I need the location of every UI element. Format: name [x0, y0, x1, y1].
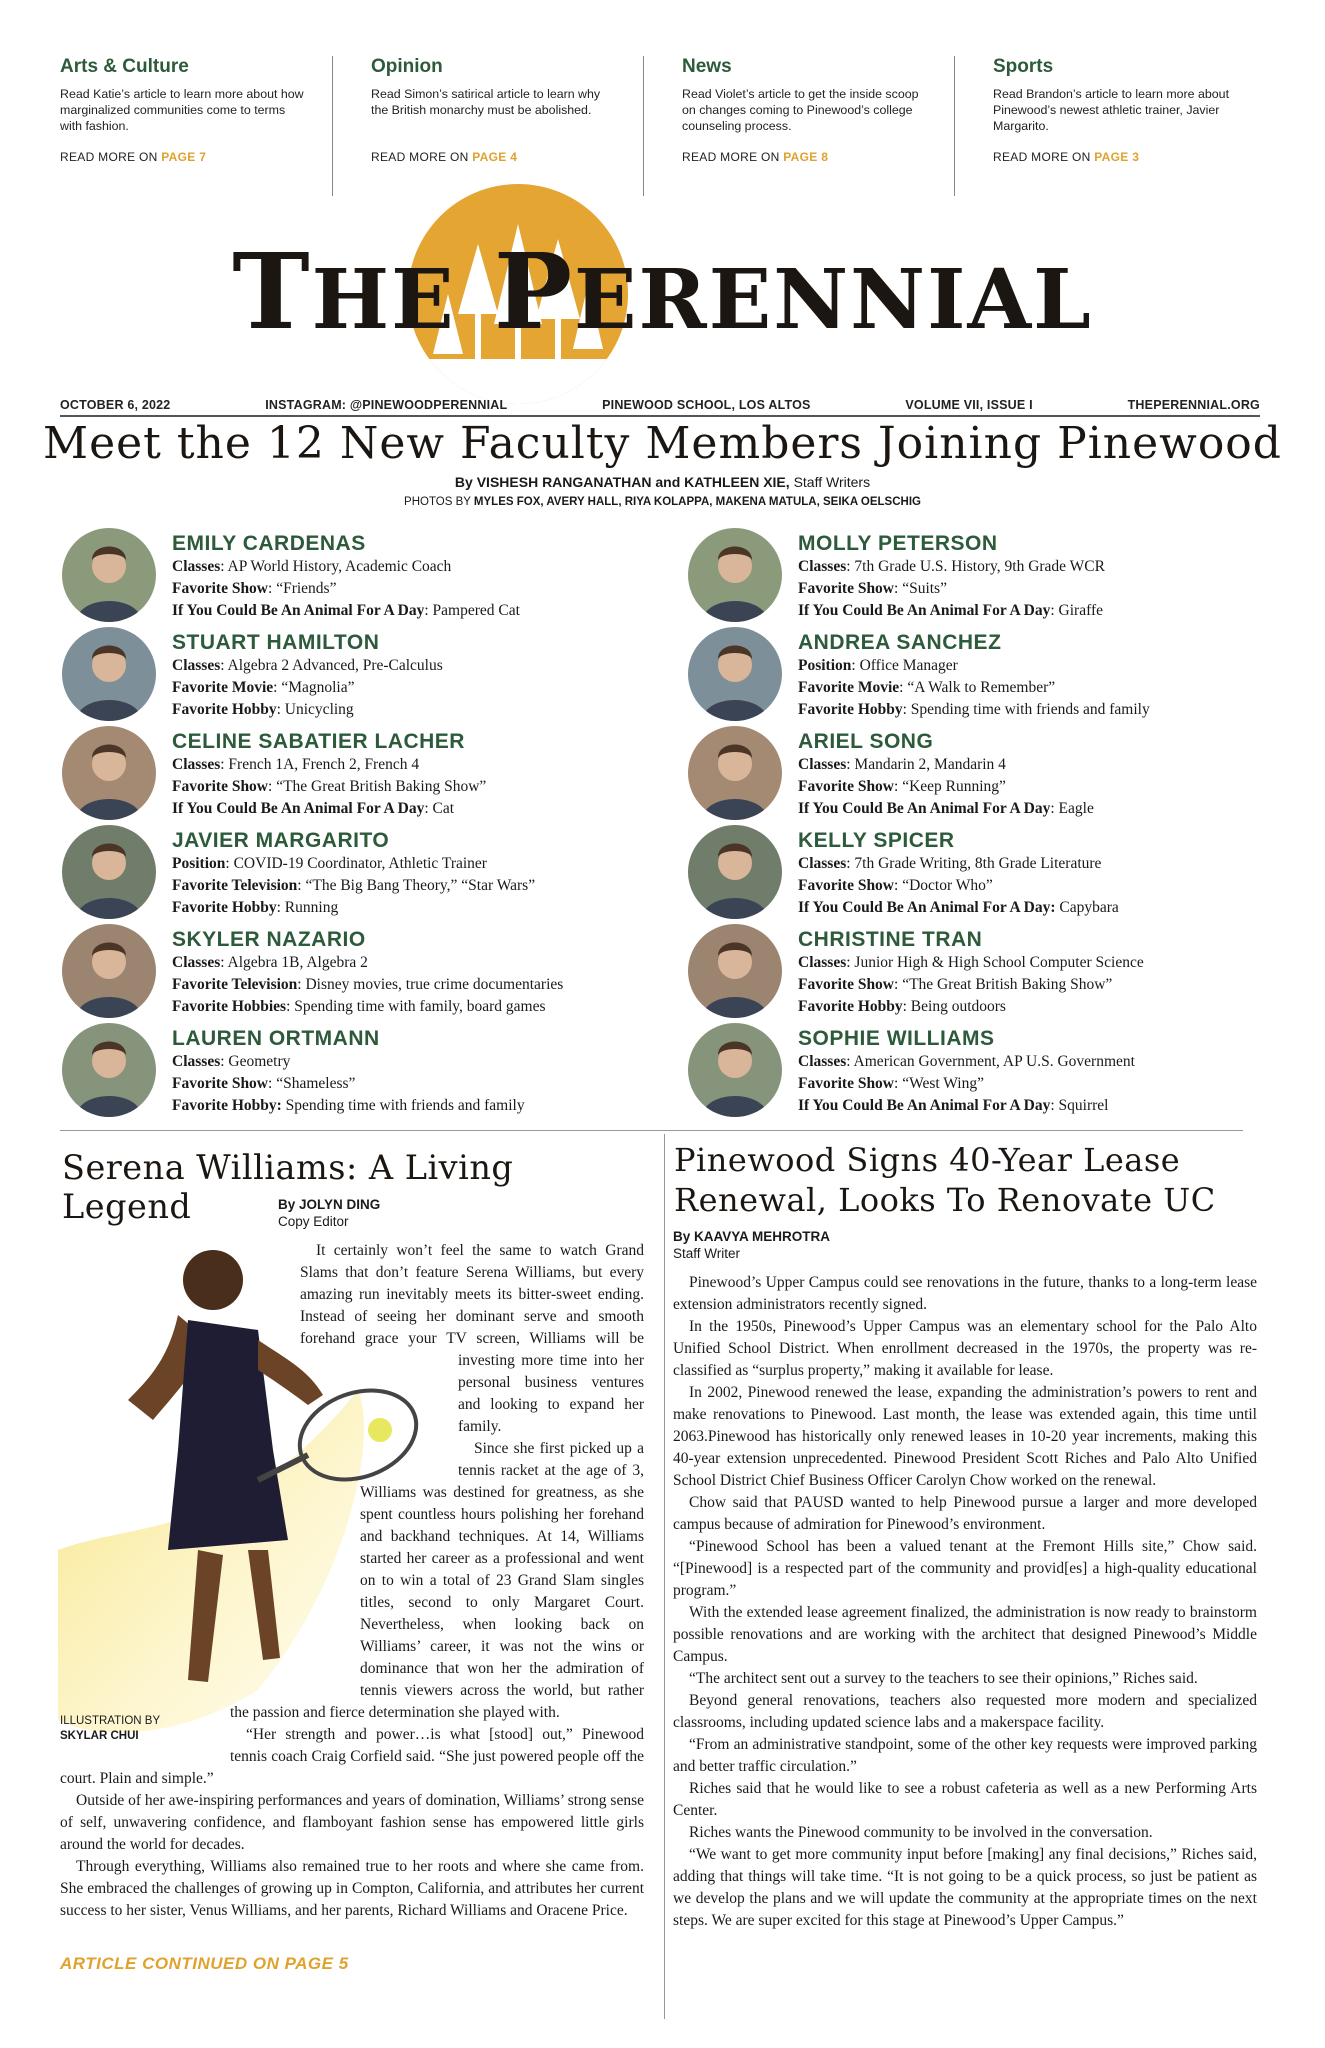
- faculty-name: LAUREN ORTMANN: [172, 1027, 380, 1050]
- faculty-detail: Classes: Geometry: [172, 1053, 291, 1070]
- lease-paragraph: In 2002, Pinewood renewed the lease, expanding the administration’s powers to rent and make renovations to Pinewood. Last month, the lease was extended again, this time until 2063.Pinewood has historically only renewed leases in 10-20 year increments, making this 40-year extension unprecedented. Pinewood President Scott Riches and Palo Alto Unified School District Chief Business Officer Carolyn Chow worked on the renewal.: [673, 1384, 1257, 1489]
- teaser-text: Read Violet’s article to get the inside scoop on changes coming to Pinewood’s college counseling process.: [682, 87, 919, 133]
- lease-paragraph: “Pinewood School has been a valued tenant at the Fremont Hills site,” Chow said. “[Pinewood] is a respected part of the community and provid[es] a high-quality educational program.”: [673, 1538, 1257, 1599]
- serena-paragraph: Outside of her awe-inspiring performances and years of domination, Williams’ strong sense of self, unwavering confidence, and flamboyant fashion sense has empowered little girls around the world for decades.: [60, 1792, 644, 1853]
- lease-body: [673, 1272, 1257, 1932]
- faculty-detail: Favorite Hobbies: Spending time with family, board games: [172, 998, 546, 1015]
- avatar: [688, 726, 782, 820]
- continued-link[interactable]: ARTICLE CONTINUED ON PAGE 5: [60, 1954, 349, 1973]
- faculty-entry: [688, 825, 1288, 924]
- faculty-entry: [688, 528, 1288, 627]
- avatar: [62, 825, 156, 919]
- faculty-entry: [688, 924, 1288, 1023]
- illustration-credit: ILLUSTRATION BY SKYLAR CHUI: [60, 1715, 161, 1742]
- faculty-detail: Favorite Movie: “A Walk to Remember”: [798, 679, 1056, 696]
- faculty-detail: Favorite Show: “Friends”: [172, 580, 337, 597]
- lease-paragraph: Beyond general renovations, teachers also requested more modern and specialized classrooms, including updated science labs and a makerspace facility.: [673, 1692, 1257, 1731]
- faculty-detail: Favorite Show: “Doctor Who”: [798, 877, 993, 894]
- teaser-section: News: [682, 56, 732, 77]
- faculty-detail: If You Could Be An Animal For A Day: Capybara: [798, 899, 1119, 916]
- faculty-name: CHRISTINE TRAN: [798, 928, 983, 951]
- teaser-opinion[interactable]: [332, 56, 643, 196]
- faculty-detail: Favorite Show: “West Wing”: [798, 1075, 984, 1092]
- avatar: [688, 924, 782, 1018]
- faculty-detail: Favorite Movie: “Magnolia”: [172, 679, 355, 696]
- faculty-detail: Favorite Show: “Keep Running”: [798, 778, 1006, 795]
- masthead: [0, 180, 1325, 395]
- faculty-detail: Favorite Hobby: Spending time with friends and family: [798, 701, 1150, 718]
- teaser-more[interactable]: READ MORE ON PAGE 7: [60, 150, 207, 164]
- faculty-detail: Classes: Algebra 2 Advanced, Pre-Calculus: [172, 657, 443, 674]
- faculty-detail: Classes: American Government, AP U.S. Government: [798, 1053, 1135, 1070]
- lease-paragraph: “From an administrative standpoint, some of the other key requests were improved parking and better traffic circulation.”: [673, 1736, 1257, 1775]
- avatar: [62, 627, 156, 721]
- teaser-arts[interactable]: [60, 56, 332, 196]
- faculty-detail: Favorite Television: Disney movies, true crime documentaries: [172, 976, 564, 993]
- faculty-entry: [688, 726, 1288, 825]
- faculty-name: CELINE SABATIER LACHER: [172, 730, 465, 753]
- faculty-detail: Favorite Hobby: Unicycling: [172, 701, 354, 718]
- faculty-detail: Favorite Hobby: Spending time with friends and family: [172, 1097, 525, 1114]
- faculty-byline: By VISHESH RANGANATHAN and KATHLEEN XIE, Staff Writers: [454, 474, 871, 490]
- teaser-news[interactable]: [643, 56, 954, 196]
- lease-paragraph: Pinewood’s Upper Campus could see renovations in the future, thanks to a long-term lease extension administrators recently signed.: [673, 1274, 1257, 1313]
- faculty-name: SOPHIE WILLIAMS: [798, 1027, 995, 1050]
- faculty-detail: Favorite Show: “The Great British Baking Show”: [172, 778, 487, 795]
- website-link[interactable]: THEPERENNIAL.ORG: [1127, 398, 1260, 412]
- faculty-detail: If You Could Be An Animal For A Day: Pampered Cat: [172, 602, 520, 619]
- column-divider: [664, 1134, 665, 2019]
- faculty-detail: Favorite Show: “Suits”: [798, 580, 947, 597]
- faculty-name: MOLLY PETERSON: [798, 532, 998, 555]
- faculty-detail: If You Could Be An Animal For A Day: Giraffe: [798, 602, 1104, 619]
- faculty-entry: [62, 825, 662, 924]
- teaser-more[interactable]: READ MORE ON PAGE 4: [371, 150, 518, 164]
- faculty-name: STUART HAMILTON: [172, 631, 380, 654]
- faculty-name: ANDREA SANCHEZ: [798, 631, 1002, 654]
- photo-credits: PHOTOS BY MYLES FOX, AVERY HALL, RIYA KOLAPPA, MAKENA MATULA, SEIKA OELSCHIG: [404, 496, 921, 508]
- avatar: [62, 924, 156, 1018]
- lease-paragraph: “We want to get more community input before [making] any final decisions,” Riches said, adding that things will take time. “It is not going to be a quick process, so just be patient as we develop the plans and we will update the community at the appropriate times on the next steps. We are super excited for this stage at Pinewood’s Upper Campus.”: [673, 1846, 1257, 1929]
- teaser-section: Opinion: [371, 56, 443, 77]
- serena-headline: Serena Williams: A Living Legend: [62, 1148, 514, 1226]
- teaser-sports[interactable]: [954, 56, 1265, 196]
- lease-paragraph: In the 1950s, Pinewood’s Upper Campus was an elementary school for the Palo Alto Unified School District. When enrollment decreased in the 1970s, the property was re-classified as “surplus property,” making it available for lease.: [673, 1318, 1257, 1379]
- faculty-detail: Position: Office Manager: [798, 657, 958, 674]
- lease-byline: By KAAVYA MEHROTRA Staff Writer: [673, 1229, 831, 1261]
- info-bar: [60, 398, 1260, 417]
- avatar: [688, 1023, 782, 1117]
- paper-title: THE PERENNIAL: [232, 230, 1093, 353]
- avatar: [688, 627, 782, 721]
- teaser-text: Read Simon’s satirical article to learn why the British monarchy must be abolished.: [371, 87, 601, 117]
- faculty-detail: Classes: French 1A, French 2, French 4: [172, 756, 420, 773]
- faculty-name: KELLY SPICER: [798, 829, 955, 852]
- faculty-detail: If You Could Be An Animal For A Day: Eagle: [798, 800, 1094, 817]
- avatar: [62, 1023, 156, 1117]
- faculty-entry: [688, 627, 1288, 726]
- school-name: PINEWOOD SCHOOL, LOS ALTOS: [602, 398, 811, 412]
- teaser-text: Read Katie’s article to learn more about how marginalized communities come to terms with fashion.: [60, 87, 304, 133]
- faculty-detail: Classes: Algebra 1B, Algebra 2: [172, 954, 368, 971]
- faculty-entry: [62, 924, 662, 1023]
- faculty-detail: If You Could Be An Animal For A Day: Squirrel: [798, 1097, 1109, 1114]
- faculty-detail: Favorite Show: “The Great British Baking Show”: [798, 976, 1113, 993]
- issue-date: OCTOBER 6, 2022: [60, 398, 171, 412]
- faculty-detail: If You Could Be An Animal For A Day: Cat: [172, 800, 455, 817]
- faculty-detail: Favorite Television: “The Big Bang Theory,” “Star Wars”: [172, 877, 536, 894]
- faculty-detail: Classes: 7th Grade U.S. History, 9th Grade WCR: [798, 558, 1105, 575]
- avatar: [62, 726, 156, 820]
- faculty-detail: Favorite Hobby: Running: [172, 899, 339, 916]
- lease-headline: Pinewood Signs 40-Year Lease Renewal, Looks To Renovate UC: [674, 1141, 1216, 1219]
- faculty-detail: Favorite Hobby: Being outdoors: [798, 998, 1006, 1015]
- avatar: [688, 528, 782, 622]
- teaser-section: Arts & Culture: [60, 56, 189, 77]
- lease-paragraph: With the extended lease agreement finalized, the administration is now ready to brainstorm possible renovations and are working with the architect that designed Pinewood’s Middle Campus.: [673, 1604, 1257, 1665]
- faculty-detail: Classes: Mandarin 2, Mandarin 4: [798, 756, 1006, 773]
- faculty-entry: [62, 528, 662, 627]
- avatar: [62, 528, 156, 622]
- teaser-more[interactable]: READ MORE ON PAGE 3: [993, 150, 1140, 164]
- faculty-entry: [688, 1023, 1288, 1122]
- faculty-headline: Meet the 12 New Faculty Members Joining Pinewood: [43, 418, 1282, 469]
- instagram-handle[interactable]: INSTAGRAM: @PINEWOODPERENNIAL: [265, 398, 508, 412]
- serena-paragraph: Through everything, Williams also remained true to her roots and where she came from. She embraced the challenges of growing up in Compton, California, and attributes her current success to her sister, Venus Williams, and her parents, Richard Williams and Oracene Price.: [60, 1858, 644, 1919]
- faculty-detail: Classes: AP World History, Academic Coach: [172, 558, 452, 575]
- teaser-section: Sports: [993, 56, 1054, 77]
- volume-issue: VOLUME VII, ISSUE I: [905, 398, 1033, 412]
- lease-paragraph: Riches wants the Pinewood community to be involved in the conversation.: [689, 1824, 1153, 1841]
- faculty-column-right: [688, 528, 1288, 1122]
- teaser-text: Read Brandon’s article to learn more about Pinewood’s newest athletic trainer, Javier Margarito.: [993, 87, 1230, 133]
- faculty-name: SKYLER NAZARIO: [172, 928, 366, 951]
- faculty-entry: [62, 1023, 662, 1122]
- teaser-more[interactable]: READ MORE ON PAGE 8: [682, 150, 829, 164]
- faculty-detail: Classes: Junior High & High School Computer Science: [798, 954, 1144, 971]
- faculty-entry: [62, 627, 662, 726]
- serena-body: [60, 1240, 644, 1922]
- faculty-detail: Classes: 7th Grade Writing, 8th Grade Literature: [798, 855, 1102, 872]
- avatar: [688, 825, 782, 919]
- serena-paragraph: Since she first picked up a tennis racket at the age of 3, Williams was destined for greatness, as she spent countless hours polishing her forehand and backhand techniques. At 14, Williams started her career as a professional and went on to win a total of 23 Grand Slam singles titles, second to only Margaret Court. Nevertheless, when looking back on Williams’ career, it was not the wins or dominance that won her the admiration of tennis viewers across the world, but rather the passion and fierce determination she played with.: [230, 1440, 644, 1721]
- serena-byline: By JOLYN DING Copy Editor: [278, 1197, 381, 1229]
- lease-paragraph: Chow said that PAUSD wanted to help Pinewood pursue a larger and more developed campus because of admiration for Pinewood’s environment.: [673, 1494, 1257, 1533]
- serena-paragraph: It certainly won’t feel the same to watch Grand Slams that don’t feature Serena Williams, but every amazing run inevitably meets its bitter-sweet ending. Instead of seeing her dominant serve and smooth forehand grace your TV screen, Williams will be investing more time into her personal business ventures and looking to expand her family.: [300, 1242, 644, 1435]
- teaser-bar: [60, 56, 1265, 196]
- lease-paragraph: Riches said that he would like to see a robust cafeteria as well as a new Performing Arts Center.: [673, 1780, 1257, 1819]
- faculty-column-left: [62, 528, 662, 1122]
- lease-paragraph: “The architect sent out a survey to the teachers to see their opinions,” Riches said.: [689, 1670, 1198, 1687]
- faculty-detail: Favorite Show: “Shameless”: [172, 1075, 356, 1092]
- section-divider: [60, 1130, 1243, 1131]
- faculty-detail: Position: COVID-19 Coordinator, Athletic Trainer: [172, 855, 487, 872]
- faculty-name: JAVIER MARGARITO: [172, 829, 390, 852]
- faculty-entry: [62, 726, 662, 825]
- serena-paragraph: “Her strength and power…is what [stood] out,” Pinewood tennis coach Craig Corfield said. “She just powered people off the court. Plain and simple.”: [60, 1726, 644, 1787]
- faculty-name: ARIEL SONG: [798, 730, 934, 753]
- faculty-name: EMILY CARDENAS: [172, 532, 366, 555]
